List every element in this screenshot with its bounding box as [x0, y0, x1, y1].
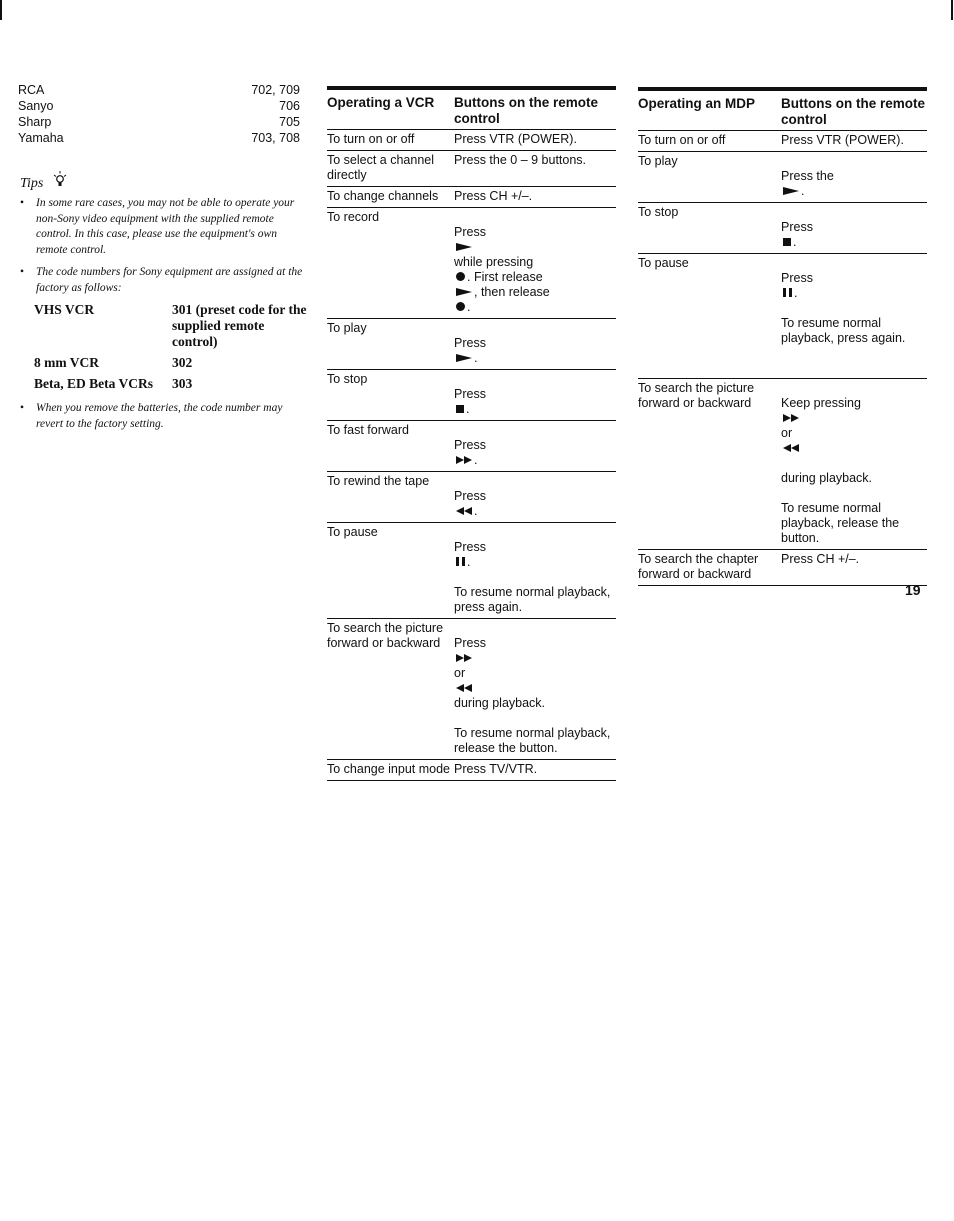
- row-operation: To record: [327, 210, 380, 224]
- row-operation: To stop: [327, 372, 368, 386]
- sony-code-table: [34, 302, 309, 397]
- table-row: [327, 759, 616, 781]
- row-instruction: Press TV/VTR.: [454, 762, 538, 776]
- tip-bullet: • The code numbers for Sony equipment are assigned at the factory as follows:: [20, 266, 303, 294]
- table-row: [638, 130, 927, 151]
- record-icon: [456, 302, 465, 311]
- brand-name: Sharp: [18, 115, 52, 129]
- row-instruction: [781, 256, 927, 375]
- table-row: [638, 151, 927, 202]
- row-instruction: [781, 205, 927, 250]
- code-label: 8 mm VCR: [34, 355, 99, 370]
- row-operation: To rewind the tape: [327, 474, 430, 488]
- play-icon: [456, 288, 472, 296]
- brand-name: RCA: [18, 83, 45, 97]
- rewind-icon: [456, 684, 472, 692]
- text: .: [474, 453, 478, 467]
- row-operation: To fast forward: [327, 423, 409, 437]
- table-row: [638, 549, 927, 586]
- play-icon: [456, 354, 472, 362]
- table-row: [327, 318, 616, 369]
- table-row: [327, 420, 616, 471]
- table-row: [327, 150, 616, 186]
- text: Press: [781, 271, 813, 285]
- code-row: [34, 302, 309, 350]
- row-instruction: [454, 621, 616, 756]
- text: Press: [454, 336, 486, 350]
- tip-text: When you remove the batteries, the code number may revert to the factory setting.: [36, 402, 283, 430]
- code-value: 301 (preset code for the supplied remote control): [172, 302, 307, 349]
- fast-forward-icon: [456, 456, 472, 464]
- text: Press: [781, 220, 813, 234]
- row-instruction: [454, 321, 616, 366]
- text: .: [466, 402, 470, 416]
- play-icon: [456, 243, 472, 251]
- page-number: 19: [905, 582, 921, 598]
- row-instruction: [781, 154, 927, 199]
- pause-icon: [456, 557, 465, 566]
- row-instruction: Press CH +/–.: [454, 189, 533, 203]
- rewind-icon: [783, 444, 799, 452]
- text: .: [793, 235, 797, 249]
- play-icon: [783, 187, 799, 195]
- text: .: [467, 300, 471, 314]
- text: or: [781, 426, 793, 440]
- row-operation: To turn on or off: [638, 133, 726, 147]
- row-instruction: Press VTR (POWER).: [454, 132, 577, 146]
- text: To resume normal playback, release the button.: [781, 501, 900, 545]
- text: To resume normal playback, release the button.: [454, 726, 611, 755]
- row-operation: To search the picture forward or backward: [638, 381, 755, 410]
- pause-icon: [783, 288, 792, 297]
- brand-code: 702, 709: [251, 83, 300, 97]
- row-instruction: [781, 381, 927, 546]
- record-icon: [456, 272, 465, 281]
- row-operation: To select a channel directly: [327, 153, 435, 182]
- header-operation: Operating an MDP: [638, 96, 756, 111]
- table-row: [327, 207, 616, 318]
- table-row: [327, 186, 616, 207]
- text: during playback.: [454, 696, 546, 710]
- text: To resume normal playback, press again.: [454, 585, 611, 614]
- code-label: Beta, ED Beta VCRs: [34, 376, 153, 391]
- row-operation: To change channels: [327, 189, 439, 203]
- header-buttons: Buttons on the remote control: [454, 95, 598, 126]
- tip-bullet: • In some rare cases, you may not be able to operate your non-Sony video equipment with the supplied remote control. In this case, please use the equipment's own remote control.: [20, 197, 295, 256]
- row-instruction: [454, 474, 616, 519]
- brand-row: [18, 114, 300, 130]
- text: Press: [454, 225, 486, 239]
- row-operation: To play: [638, 154, 678, 168]
- text: Press: [454, 438, 486, 452]
- code-row: [34, 355, 309, 371]
- code-value: 302: [172, 355, 193, 370]
- row-operation: To stop: [638, 205, 679, 219]
- text: during playback.: [781, 471, 873, 485]
- text: while pressing: [454, 255, 534, 269]
- code-row: [34, 376, 309, 392]
- row-instruction: [454, 210, 616, 315]
- text: .: [801, 184, 805, 198]
- stop-icon: [456, 405, 464, 413]
- text: Press: [454, 387, 486, 401]
- row-instruction: Press CH +/–.: [781, 552, 860, 566]
- tip-text: In some rare cases, you may not be able to operate your non-Sony video equipment with the supplied remote control. In this case, please use the equipment's own remote control.: [36, 197, 295, 256]
- text: or: [454, 666, 466, 680]
- brand-row: [18, 98, 300, 114]
- table-row: [327, 369, 616, 420]
- left-edge-mark: [0, 0, 2, 20]
- row-operation: To search the chapter forward or backward: [638, 552, 759, 581]
- text: Press: [454, 636, 486, 650]
- text: . First release: [467, 270, 543, 284]
- text: , then release: [474, 285, 550, 299]
- row-operation: To pause: [638, 256, 689, 270]
- tip-text: The code numbers for Sony equipment are assigned at the factory as follows:: [36, 266, 303, 294]
- table-row: [638, 202, 927, 253]
- row-instruction: Press the 0 – 9 buttons.: [454, 153, 587, 167]
- header-buttons: Buttons on the remote control: [781, 96, 925, 127]
- text: Press the: [781, 169, 834, 183]
- rewind-icon: [456, 507, 472, 515]
- table-row: [327, 522, 616, 618]
- table-header: [327, 90, 616, 129]
- fast-forward-icon: [456, 654, 472, 662]
- row-operation: To pause: [327, 525, 378, 539]
- table-row: [638, 378, 927, 549]
- fast-forward-icon: [783, 414, 799, 422]
- row-instruction: Press VTR (POWER).: [781, 133, 904, 147]
- row-instruction: [454, 423, 616, 468]
- brand-code: 705: [279, 115, 300, 129]
- row-instruction: [454, 525, 616, 615]
- text: .: [794, 286, 798, 300]
- right-edge-mark: [951, 0, 953, 20]
- table-row: [638, 253, 927, 378]
- code-label: VHS VCR: [34, 302, 95, 317]
- text: Press: [454, 489, 486, 503]
- brand-name: Yamaha: [18, 131, 64, 145]
- table-row: [327, 618, 616, 759]
- brand-row: [18, 130, 300, 146]
- text: .: [474, 351, 478, 365]
- brand-code: 706: [279, 99, 300, 113]
- header-operation: Operating a VCR: [327, 95, 435, 110]
- text: Press: [454, 540, 486, 554]
- brand-code: 703, 708: [251, 131, 300, 145]
- brand-row: [18, 82, 300, 98]
- vcr-operation-table: [327, 86, 616, 781]
- brand-name: Sanyo: [18, 99, 54, 113]
- text: .: [467, 555, 471, 569]
- table-header: [638, 91, 927, 130]
- row-instruction: [454, 372, 616, 417]
- tip-bullet: • When you remove the batteries, the code number may revert to the factory setting.: [20, 402, 283, 430]
- tips-title: Tips: [20, 176, 44, 191]
- lightbulb-icon: [53, 170, 67, 188]
- stop-icon: [783, 238, 791, 246]
- text: .: [474, 504, 478, 518]
- text: Keep pressing: [781, 396, 861, 410]
- table-row: [327, 471, 616, 522]
- text: To resume normal playback, press again.: [781, 316, 906, 345]
- mdp-operation-table: [638, 87, 927, 586]
- code-value: 303: [172, 376, 193, 391]
- table-row: [327, 129, 616, 150]
- row-operation: To change input mode: [327, 762, 451, 776]
- row-operation: To play: [327, 321, 367, 335]
- row-operation: To search the picture forward or backward: [327, 621, 444, 650]
- brand-code-list: [18, 82, 300, 146]
- row-operation: To turn on or off: [327, 132, 415, 146]
